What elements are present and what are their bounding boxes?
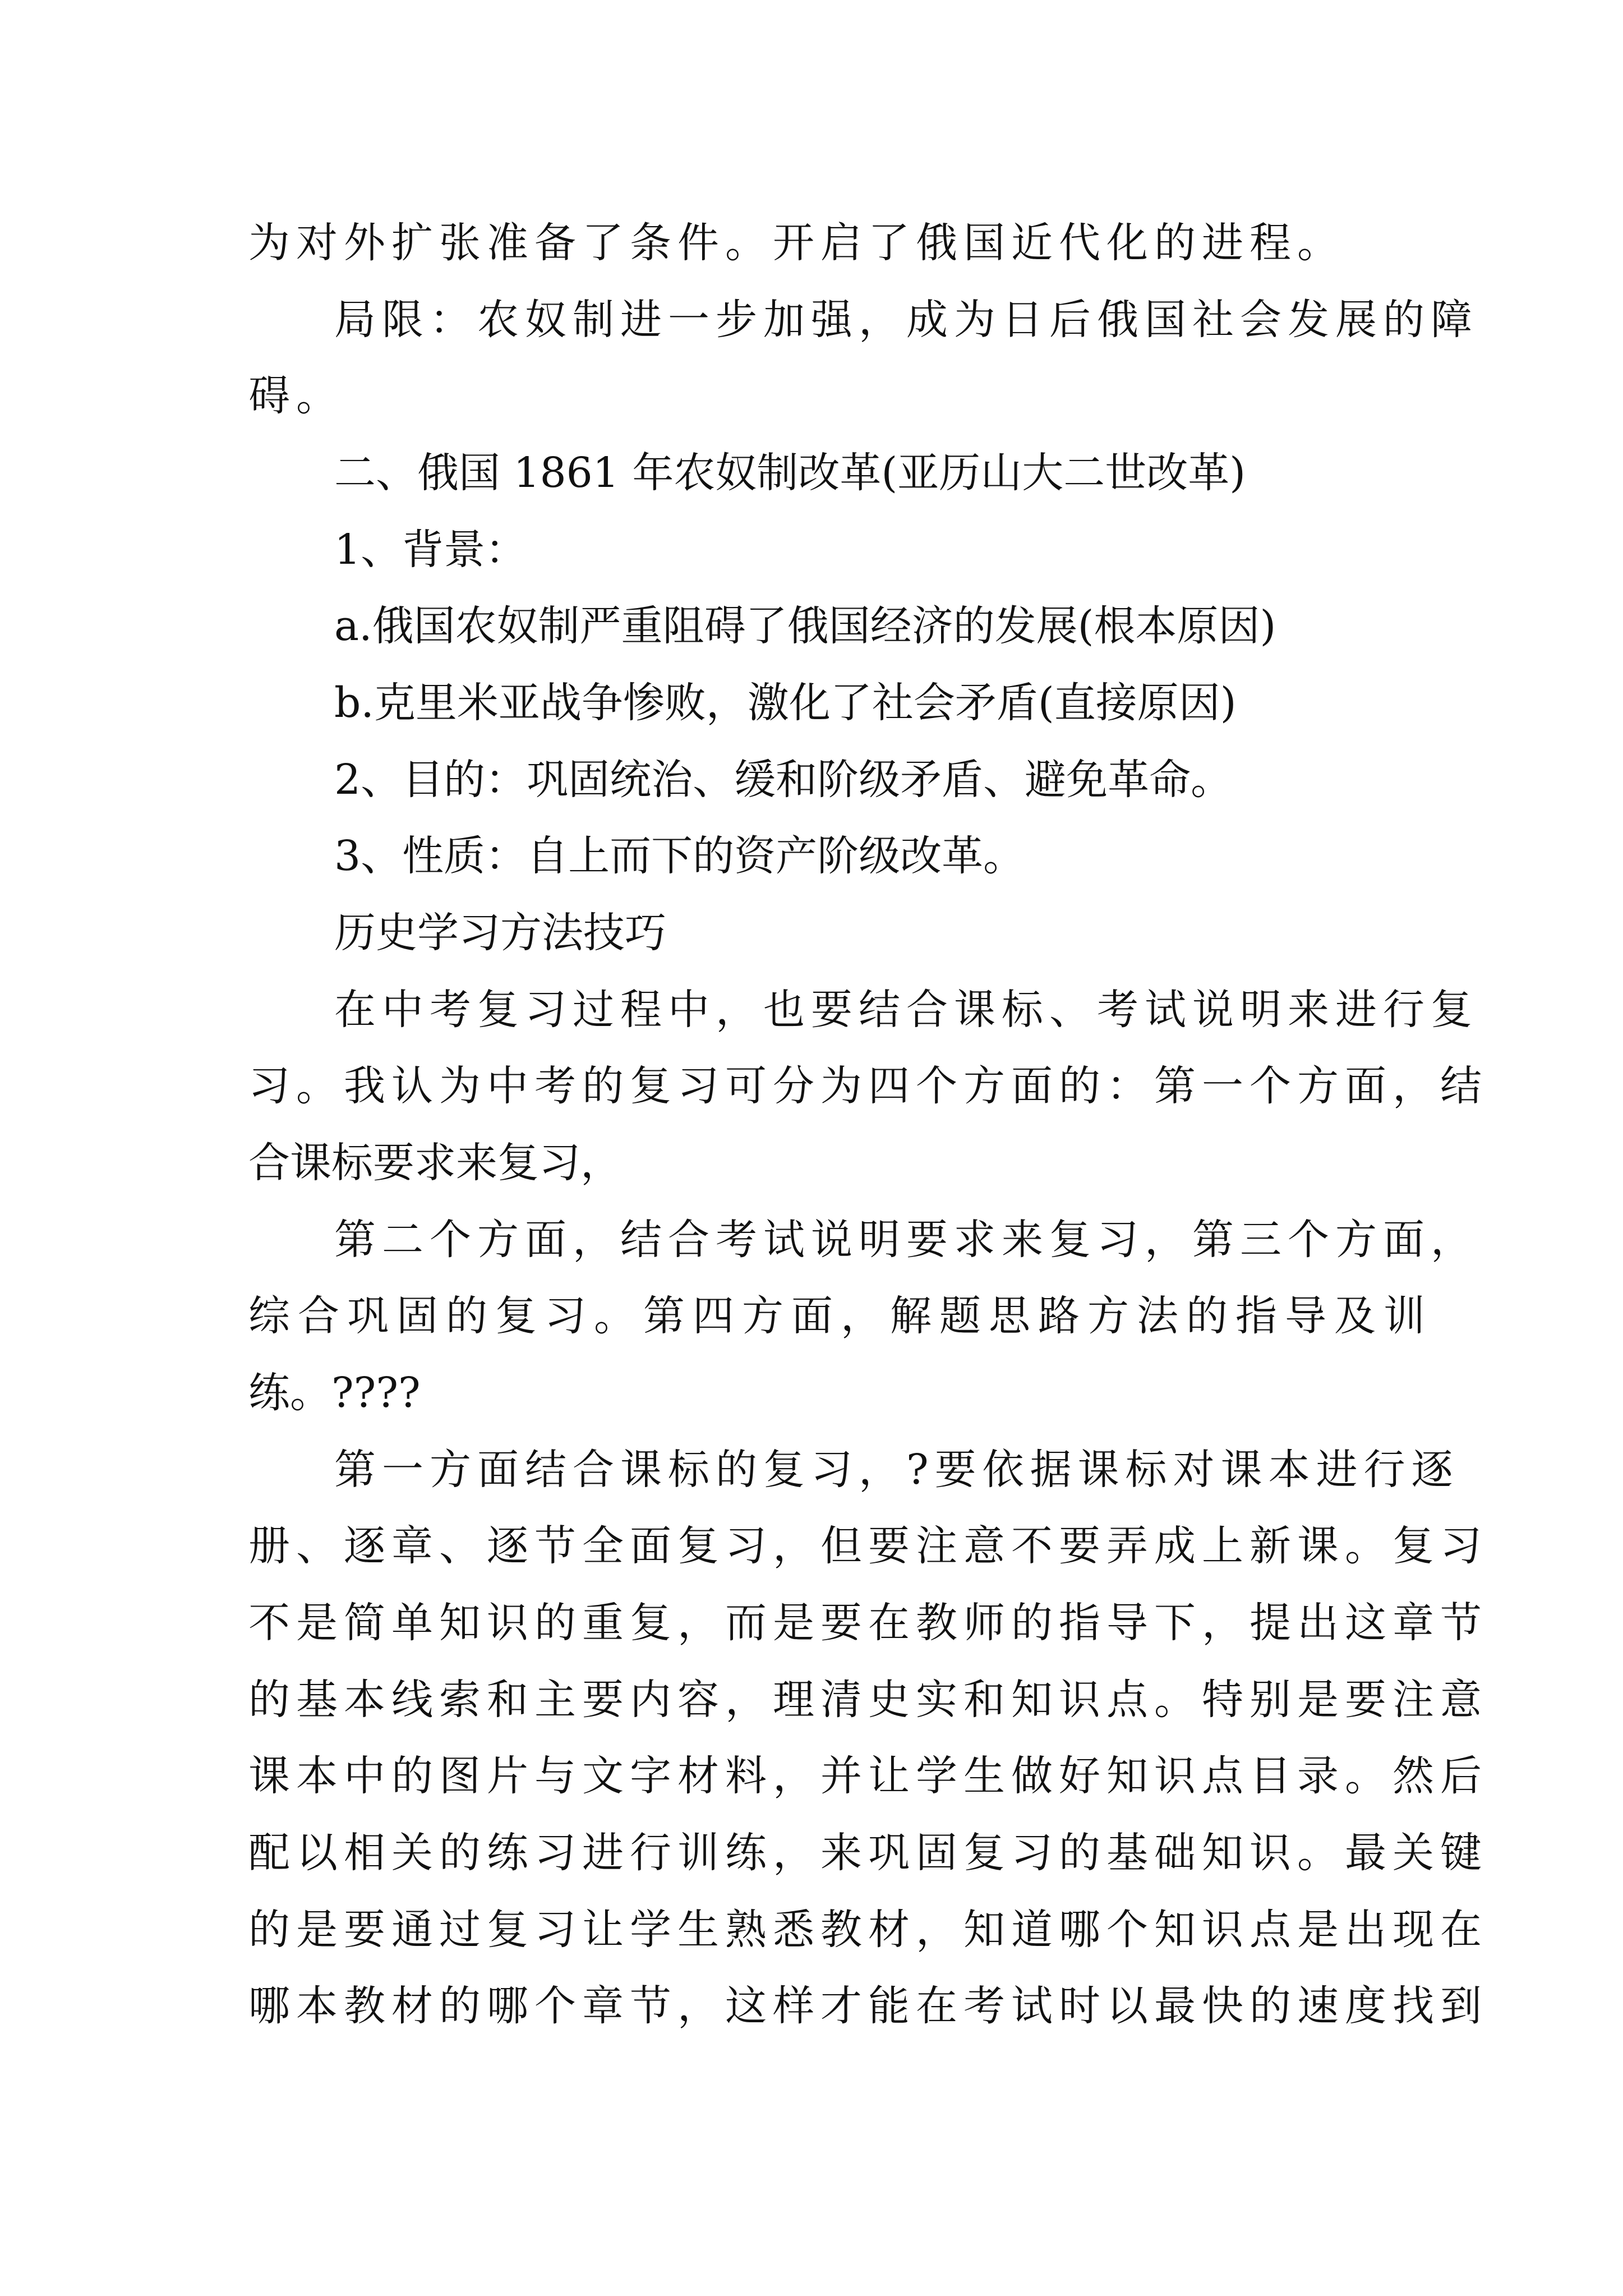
text-line bbox=[0, 434, 1623, 512]
paragraph-text: 第二个方面，结合考试说明要求来复习，第三个方面， bbox=[334, 1216, 1478, 1264]
paragraph-text: 册、逐章、逐节全面复习，但要注意不要弄成上新课。复习 bbox=[248, 1522, 1488, 1570]
text-line bbox=[0, 1891, 1623, 1968]
section-heading: 二、俄国 1861 年农奴制改革(亚历山大二世改革) bbox=[334, 449, 1246, 497]
paragraph-text: 合课标要求来复习， bbox=[248, 1139, 622, 1187]
text-line bbox=[0, 1967, 1623, 2045]
list-item: b.克里米亚战争惨败，激化了社会矛盾(直接原因) bbox=[334, 679, 1237, 727]
text-line bbox=[0, 664, 1623, 742]
paragraph-text: 第一方面结合课标的复习，?要依据课标对课本进行逐 bbox=[334, 1446, 1459, 1494]
text-line bbox=[0, 587, 1623, 665]
paragraph-text: 的基本线索和主要内容，理清史实和知识点。特别是要注意 bbox=[248, 1676, 1488, 1724]
paragraph-text: 习。我认为中考的复习可分为四个方面的：第一个方面，结 bbox=[248, 1062, 1488, 1110]
list-item: a.俄国农奴制严重阻碍了俄国经济的发展(根本原因) bbox=[334, 602, 1276, 650]
text-line bbox=[0, 1047, 1623, 1125]
text-line bbox=[0, 1354, 1623, 1432]
paragraph-text: 的是要通过复习让学生熟悉教材，知道哪个知识点是出现在 bbox=[248, 1906, 1488, 1954]
paragraph-text: 课本中的图片与文字材料，并让学生做好知识点目录。然后 bbox=[248, 1752, 1488, 1800]
section-heading: 历史学习方法技巧 bbox=[334, 909, 666, 957]
list-item: 3、性质：自上而下的资产阶级改革。 bbox=[334, 832, 1025, 880]
paragraph-text: 综合巩固的复习。第四方面，解题思路方法的指导及训 bbox=[248, 1292, 1433, 1340]
paragraph-text: 练。???? bbox=[248, 1369, 421, 1417]
paragraph-text: 配以相关的练习进行训练，来巩固复习的基础知识。最关键 bbox=[248, 1829, 1488, 1877]
paragraph-text: 不是简单知识的重复，而是要在教师的指导下，提出这章节 bbox=[248, 1599, 1488, 1647]
text-line bbox=[0, 1737, 1623, 1815]
text-line bbox=[0, 1201, 1623, 1278]
text-line bbox=[0, 894, 1623, 972]
text-line bbox=[0, 281, 1623, 358]
paragraph-limitation: 局限：农奴制进一步加强，成为日后俄国社会发展的障 bbox=[334, 296, 1478, 344]
text-line bbox=[0, 357, 1623, 435]
text-line bbox=[0, 971, 1623, 1048]
paragraph-limitation-end: 碍。 bbox=[248, 372, 344, 420]
text-line bbox=[0, 204, 1623, 282]
list-item: 1、背景： bbox=[334, 526, 527, 574]
paragraph-continuation: 为对外扩张准备了条件。开启了俄国近代化的进程。 bbox=[248, 219, 1345, 267]
text-line bbox=[0, 1431, 1623, 1508]
text-line bbox=[0, 1124, 1623, 1202]
list-item: 2、目的：巩固统治、缓和阶级矛盾、避免革命。 bbox=[334, 756, 1233, 804]
text-line bbox=[0, 511, 1623, 588]
text-line bbox=[0, 1661, 1623, 1738]
text-line bbox=[0, 1814, 1623, 1892]
text-line bbox=[0, 817, 1623, 895]
text-line bbox=[0, 741, 1623, 818]
text-line bbox=[0, 1584, 1623, 1662]
text-line bbox=[0, 1507, 1623, 1585]
paragraph-text: 在中考复习过程中，也要结合课标、考试说明来进行复 bbox=[334, 986, 1478, 1034]
text-line bbox=[0, 1277, 1623, 1355]
paragraph-text: 哪本教材的哪个章节，这样才能在考试时以最快的速度找到 bbox=[248, 1982, 1488, 2030]
